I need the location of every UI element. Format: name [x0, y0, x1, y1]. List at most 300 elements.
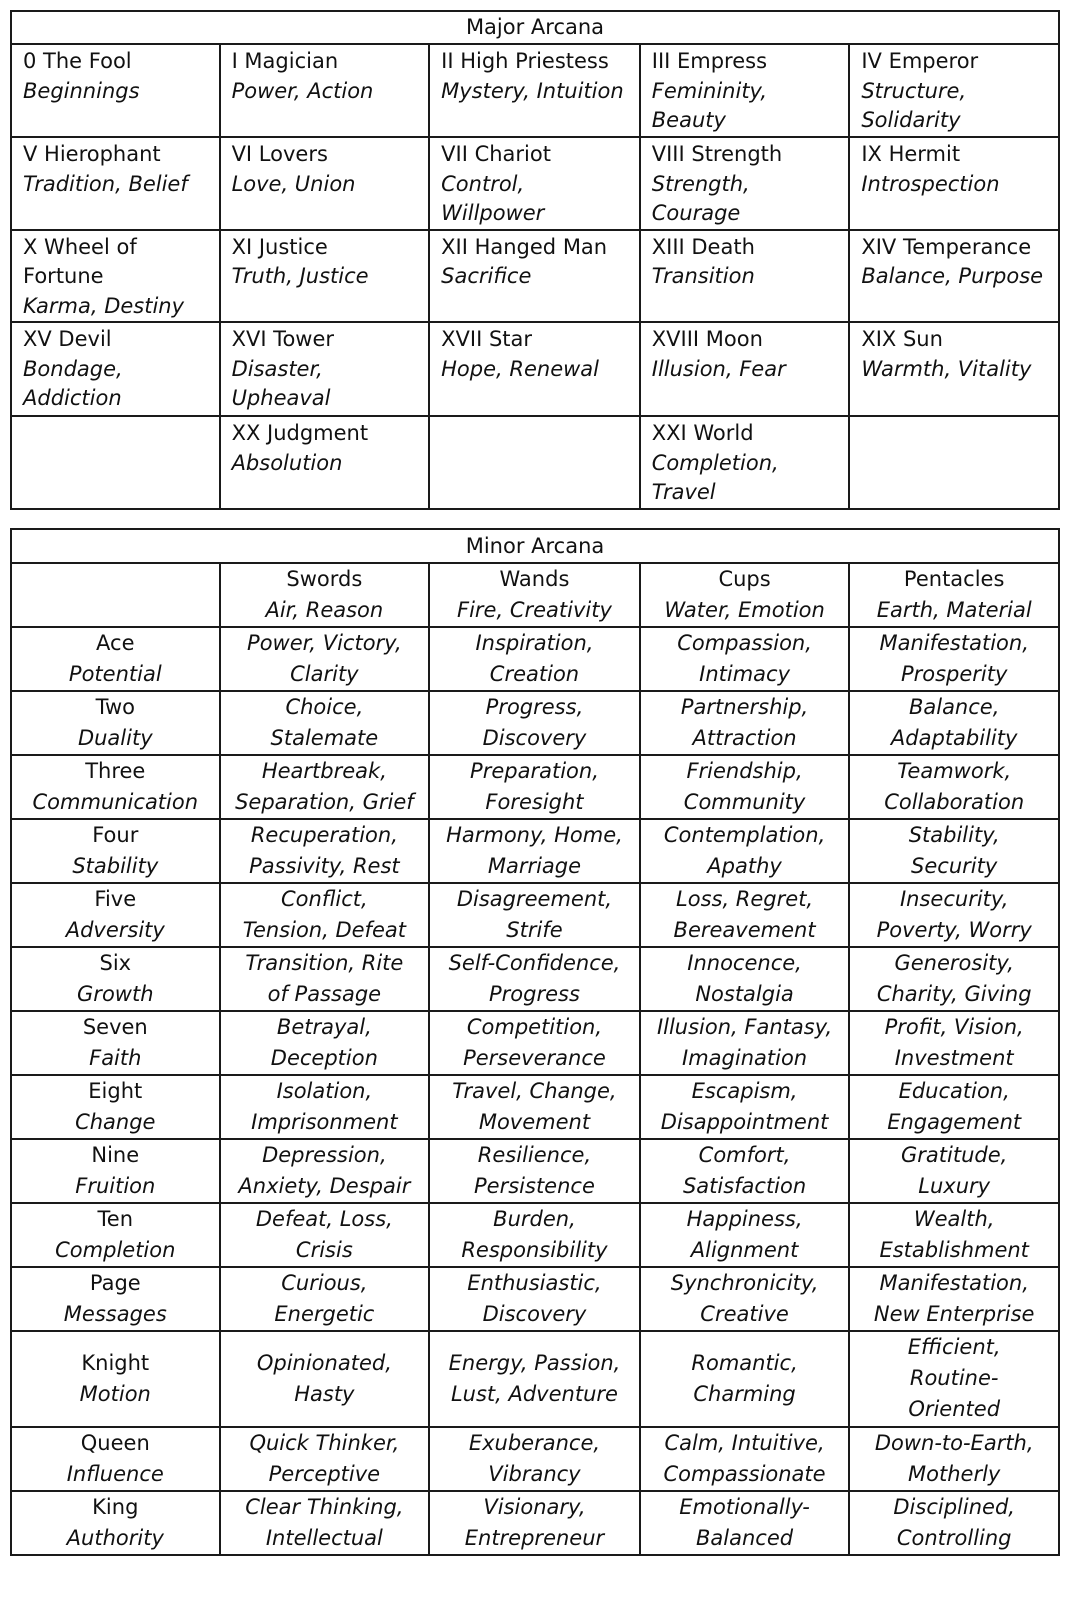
meaning-line: Contemplation, [663, 822, 826, 847]
rank-cell [11, 627, 220, 691]
rank-name: Four [92, 822, 139, 847]
meaning-line: Controlling [896, 1525, 1012, 1550]
minor-arcana-row [11, 1075, 1059, 1139]
meaning-line: Disagreement, [456, 886, 613, 911]
rank-name: Page [89, 1270, 141, 1295]
meaning-line: Wealth, [913, 1206, 995, 1231]
tarot-reference-document [10, 10, 1060, 1556]
card-name: XVI Tower [231, 327, 335, 351]
card-name: II High Priestess [441, 49, 609, 73]
meaning-line: Satisfaction [682, 1173, 807, 1198]
card-name: VII Chariot [441, 142, 551, 166]
card-meaning: Structure, Solidarity [861, 78, 967, 132]
minor-arcana-row [11, 1267, 1059, 1331]
major-arcana-card-cell [640, 416, 850, 509]
card-name: XIII Death [651, 234, 755, 259]
minor-arcana-meaning-cell [849, 755, 1059, 819]
meaning-line: Hasty [294, 1381, 355, 1406]
card-name: IX Hermit [861, 142, 961, 166]
meaning-line: Intimacy [699, 661, 790, 686]
card-meaning: Beginnings [23, 78, 140, 103]
meaning-line: Down-to-Earth, [874, 1430, 1034, 1455]
suit-meaning: Water, Emotion [664, 597, 825, 622]
major-arcana-card-cell [849, 416, 1059, 509]
major-arcana-row [11, 137, 1059, 230]
minor-arcana-title: Minor Arcana [11, 529, 1059, 563]
meaning-line: Creation [489, 661, 580, 686]
minor-arcana-meaning-cell [640, 627, 850, 691]
minor-arcana-meaning-cell [220, 1491, 430, 1555]
meaning-line: Separation, Grief [235, 789, 414, 814]
minor-arcana-meaning-cell [220, 755, 430, 819]
minor-arcana-table [10, 528, 1060, 1556]
suit-name: Swords [286, 566, 363, 591]
minor-arcana-meaning-cell [429, 1139, 640, 1203]
minor-arcana-row [11, 627, 1059, 691]
suit-name: Wands [499, 566, 570, 591]
rank-meaning: Adversity [65, 917, 165, 942]
major-arcana-card-cell [849, 44, 1059, 137]
major-arcana-card-cell [640, 137, 850, 230]
card-meaning: Love, Union [231, 171, 356, 196]
minor-arcana-meaning-cell [429, 819, 640, 883]
meaning-line: Perceptive [268, 1461, 381, 1486]
rank-meaning: Authority [66, 1525, 164, 1550]
minor-arcana-meaning-cell [849, 1427, 1059, 1491]
meaning-line: Bereavement [673, 917, 816, 942]
suit-header-wands [429, 563, 640, 627]
minor-arcana-meaning-cell [220, 1331, 430, 1427]
major-arcana-card-cell [849, 322, 1059, 416]
meaning-line: Foresight [485, 789, 584, 814]
card-meaning: Warmth, Vitality [861, 356, 1032, 381]
minor-arcana-meaning-cell [429, 1075, 640, 1139]
suit-meaning: Air, Reason [265, 597, 384, 622]
meaning-line: Routine- [909, 1366, 999, 1390]
card-meaning: Femininity, Beauty [651, 78, 768, 132]
rank-meaning: Potential [68, 661, 162, 686]
meaning-line: Poverty, Worry [876, 917, 1032, 942]
meaning-line: Manifestation, [879, 1270, 1029, 1295]
card-name: VIII Strength [651, 142, 783, 166]
minor-arcana-meaning-cell [640, 1267, 850, 1331]
minor-arcana-row [11, 1427, 1059, 1491]
meaning-line: Clarity [290, 661, 359, 686]
major-arcana-card-cell [220, 416, 430, 509]
meaning-line: Manifestation, [879, 630, 1029, 655]
meaning-line: Emotionally- [679, 1494, 810, 1519]
minor-arcana-row [11, 819, 1059, 883]
meaning-line: Anxiety, Despair [238, 1173, 411, 1198]
meaning-line: Balance, [908, 694, 1000, 719]
meaning-line: Visionary, [483, 1494, 586, 1519]
major-arcana-card-cell [11, 44, 220, 137]
card-meaning: Strength, Courage [651, 171, 750, 225]
major-arcana-card-cell [849, 137, 1059, 230]
meaning-line: Passivity, Rest [249, 853, 400, 878]
meaning-line: Movement [478, 1109, 591, 1134]
meaning-line: Imprisonment [251, 1109, 398, 1134]
minor-arcana-meaning-cell [429, 1427, 640, 1491]
minor-arcana-row [11, 883, 1059, 947]
major-arcana-card-cell [429, 416, 640, 509]
minor-arcana-meaning-cell [640, 947, 850, 1011]
meaning-line: Harmony, Home, [446, 822, 623, 847]
minor-arcana-row [11, 1331, 1059, 1427]
minor-arcana-row [11, 1203, 1059, 1267]
major-arcana-row [11, 44, 1059, 137]
major-arcana-card-cell [11, 137, 220, 230]
rank-cell [11, 1427, 220, 1491]
minor-arcana-meaning-cell [640, 1427, 850, 1491]
minor-arcana-meaning-cell [640, 755, 850, 819]
minor-arcana-meaning-cell [849, 627, 1059, 691]
rank-meaning: Messages [63, 1301, 167, 1326]
card-name: X Wheel of Fortune [23, 234, 137, 288]
minor-arcana-meaning-cell [640, 1075, 850, 1139]
meaning-line: Progress [489, 981, 580, 1006]
meaning-line: Escapism, [691, 1078, 798, 1103]
suit-header-pentacles [849, 563, 1059, 627]
minor-arcana-meaning-cell [640, 1203, 850, 1267]
meaning-line: Community [683, 789, 806, 814]
card-name: XVIII Moon [651, 327, 763, 351]
card-name: 0 The Fool [23, 49, 132, 73]
meaning-line: Curious, [281, 1270, 368, 1295]
rank-meaning: Growth [77, 981, 154, 1006]
major-arcana-card-cell [220, 137, 430, 230]
minor-arcana-meaning-cell [849, 1491, 1059, 1555]
meaning-line: Insecurity, [899, 886, 1009, 911]
meaning-line: Power, Victory, [247, 630, 402, 655]
rank-cell [11, 1139, 220, 1203]
meaning-line: Burden, [493, 1206, 576, 1231]
meaning-line: Stalemate [270, 725, 379, 750]
meaning-line: Intellectual [265, 1525, 383, 1550]
meaning-line: Entrepreneur [464, 1525, 605, 1550]
meaning-line: Compassion, [677, 630, 812, 655]
minor-arcana-meaning-cell [429, 755, 640, 819]
meaning-line: Efficient, [907, 1335, 1001, 1359]
rank-name: Five [94, 886, 137, 911]
card-meaning: Introspection [861, 171, 1000, 196]
card-name: XX Judgment [231, 421, 369, 445]
meaning-line: Self-Confidence, [448, 950, 621, 975]
minor-arcana-meaning-cell [220, 1203, 430, 1267]
card-name: III Empress [651, 49, 768, 73]
major-arcana-body [11, 44, 1059, 509]
meaning-line: Adaptability [890, 725, 1018, 750]
meaning-line: Exuberance, [468, 1430, 601, 1455]
minor-arcana-meaning-cell [220, 1427, 430, 1491]
card-name: XIX Sun [861, 327, 943, 351]
rank-meaning: Influence [66, 1461, 164, 1486]
rank-name: Eight [88, 1078, 143, 1103]
suit-header-cups [640, 563, 850, 627]
meaning-line: Apathy [707, 853, 782, 878]
meaning-line: Competition, [466, 1014, 603, 1039]
meaning-line: Loss, Regret, [676, 886, 814, 911]
meaning-line: Recuperation, [250, 822, 398, 847]
rank-meaning: Motion [79, 1381, 151, 1406]
rank-name: King [92, 1494, 139, 1519]
minor-arcana-meaning-cell [220, 1139, 430, 1203]
meaning-line: Attraction [692, 725, 797, 750]
rank-meaning: Fruition [75, 1173, 156, 1198]
meaning-line: Energy, Passion, [448, 1350, 621, 1375]
rank-meaning: Completion [55, 1237, 176, 1262]
card-meaning: Illusion, Fear [651, 356, 786, 381]
meaning-line: Security [911, 853, 998, 878]
meaning-line: Progress, [485, 694, 584, 719]
card-meaning: Balance, Purpose [861, 264, 1044, 288]
suit-name: Cups [718, 566, 771, 591]
minor-arcana-meaning-cell [429, 1491, 640, 1555]
meaning-line: Calm, Intuitive, [664, 1430, 825, 1455]
minor-arcana-meaning-cell [220, 947, 430, 1011]
card-name: XXI World [651, 421, 754, 445]
rank-name: Nine [91, 1142, 140, 1167]
major-arcana-card-cell [429, 44, 640, 137]
major-arcana-card-cell [640, 44, 850, 137]
minor-arcana-meaning-cell [429, 883, 640, 947]
major-arcana-card-cell [220, 230, 430, 323]
major-arcana-row [11, 230, 1059, 323]
minor-arcana-meaning-cell [640, 1491, 850, 1555]
rank-cell [11, 691, 220, 755]
minor-arcana-meaning-cell [429, 691, 640, 755]
meaning-line: Quick Thinker, [249, 1430, 400, 1455]
rank-name: Ten [97, 1206, 134, 1231]
major-arcana-row [11, 416, 1059, 509]
meaning-line: Profit, Vision, [884, 1014, 1024, 1039]
meaning-line: Motherly [908, 1461, 1001, 1486]
rank-cell [11, 1267, 220, 1331]
major-arcana-card-cell [640, 322, 850, 416]
meaning-line: Happiness, [686, 1206, 803, 1231]
meaning-line: Disappointment [660, 1109, 829, 1134]
minor-arcana-meaning-cell [429, 627, 640, 691]
card-meaning: Power, Action [231, 78, 374, 103]
minor-arcana-meaning-cell [220, 1267, 430, 1331]
meaning-line: Crisis [295, 1237, 353, 1262]
major-arcana-card-cell [429, 137, 640, 230]
suit-header-swords [220, 563, 430, 627]
meaning-line: Imagination [682, 1045, 808, 1070]
meaning-line: Persistence [474, 1173, 595, 1198]
rank-name: Knight [81, 1350, 150, 1375]
rank-cell [11, 819, 220, 883]
minor-arcana-meaning-cell [640, 1139, 850, 1203]
card-name: XII Hanged Man [441, 234, 608, 259]
rank-meaning: Communication [32, 789, 199, 814]
rank-meaning: Change [75, 1109, 156, 1134]
minor-arcana-row [11, 1491, 1059, 1555]
card-meaning: Mystery, Intuition [441, 78, 624, 103]
meaning-line: Education, [898, 1078, 1010, 1103]
meaning-line: Prosperity [900, 661, 1008, 686]
card-name: XIV Temperance [861, 234, 1032, 259]
minor-arcana-row [11, 691, 1059, 755]
major-arcana-card-cell [220, 322, 430, 416]
rank-cell [11, 1331, 220, 1427]
suit-name: Pentacles [903, 566, 1005, 591]
meaning-line: Tension, Defeat [242, 917, 406, 942]
card-name: VI Lovers [231, 142, 328, 166]
major-arcana-card-cell [220, 44, 430, 137]
meaning-line: Perseverance [463, 1045, 606, 1070]
meaning-line: Gratitude, [901, 1142, 1008, 1167]
minor-arcana-row [11, 1011, 1059, 1075]
meaning-line: Compassionate [663, 1461, 826, 1486]
major-arcana-row [11, 322, 1059, 416]
meaning-line: Energetic [274, 1301, 375, 1326]
minor-arcana-row [11, 947, 1059, 1011]
meaning-line: Discovery [482, 1301, 587, 1326]
rank-cell [11, 1011, 220, 1075]
rank-name: Queen [80, 1430, 150, 1455]
card-name: V Hierophant [23, 142, 161, 166]
minor-arcana-meaning-cell [429, 1267, 640, 1331]
card-meaning: Sacrifice [441, 264, 532, 288]
rank-name: Two [95, 694, 135, 719]
meaning-line: Defeat, Loss, [255, 1206, 393, 1231]
major-arcana-card-cell [429, 322, 640, 416]
rank-meaning: Stability [72, 853, 159, 878]
card-meaning: Control, Willpower [441, 171, 545, 225]
meaning-line: Teamwork, [897, 758, 1012, 783]
minor-arcana-meaning-cell [640, 691, 850, 755]
meaning-line: Partnership, [680, 694, 809, 719]
card-meaning: Absolution [231, 450, 343, 475]
meaning-line: Charming [693, 1381, 796, 1406]
meaning-line: Vibrancy [488, 1461, 581, 1486]
table-gap [10, 510, 1060, 528]
minor-arcana-meaning-cell [849, 1331, 1059, 1427]
meaning-line: Heartbreak, [261, 758, 387, 783]
card-meaning: Disaster, Upheaval [231, 356, 331, 410]
meaning-line: Deception [270, 1045, 378, 1070]
meaning-line: Enthusiastic, [467, 1270, 602, 1295]
meaning-line: Establishment [879, 1237, 1029, 1262]
rank-meaning: Faith [89, 1045, 142, 1070]
rank-cell [11, 1203, 220, 1267]
meaning-line: Opinionated, [256, 1350, 392, 1375]
minor-arcana-meaning-cell [220, 1075, 430, 1139]
rank-name: Six [99, 950, 132, 975]
card-meaning: Hope, Renewal [441, 356, 599, 381]
meaning-line: Engagement [887, 1109, 1022, 1134]
major-arcana-card-cell [11, 322, 220, 416]
meaning-line: Preparation, [470, 758, 599, 783]
meaning-line: Discovery [482, 725, 587, 750]
rank-cell [11, 1491, 220, 1555]
meaning-line: Responsibility [461, 1237, 608, 1262]
minor-arcana-meaning-cell [849, 1203, 1059, 1267]
rank-cell [11, 755, 220, 819]
card-meaning: Tradition, Belief [23, 171, 188, 196]
minor-arcana-meaning-cell [429, 947, 640, 1011]
meaning-line: Creative [700, 1301, 789, 1326]
major-arcana-card-cell [640, 230, 850, 323]
major-arcana-table [10, 10, 1060, 510]
card-meaning: Karma, Destiny [23, 293, 185, 318]
major-arcana-card-cell [429, 230, 640, 323]
major-arcana-card-cell [11, 416, 220, 509]
meaning-line: Clear Thinking, [245, 1494, 404, 1519]
suit-header-blank [11, 563, 220, 627]
rank-cell [11, 1075, 220, 1139]
card-name: XVII Star [441, 327, 533, 351]
suit-meaning: Earth, Material [876, 597, 1032, 622]
meaning-line: Conflict, [281, 886, 368, 911]
major-arcana-card-cell [849, 230, 1059, 323]
meaning-line: Depression, [262, 1142, 387, 1167]
minor-arcana-meaning-cell [849, 691, 1059, 755]
minor-arcana-meaning-cell [220, 883, 430, 947]
meaning-line: Disciplined, [893, 1494, 1015, 1519]
minor-arcana-meaning-cell [429, 1011, 640, 1075]
rank-name: Three [85, 758, 146, 783]
minor-arcana-meaning-cell [220, 1011, 430, 1075]
major-arcana-card-cell [11, 230, 220, 323]
meaning-line: Lust, Adventure [450, 1381, 618, 1406]
meaning-line: Marriage [487, 853, 582, 878]
meaning-line: Inspiration, [475, 630, 594, 655]
rank-cell [11, 947, 220, 1011]
minor-arcana-meaning-cell [849, 1139, 1059, 1203]
meaning-line: New Enterprise [873, 1301, 1035, 1326]
minor-arcana-meaning-cell [640, 819, 850, 883]
suit-meaning: Fire, Creativity [457, 597, 612, 622]
meaning-line: Collaboration [884, 789, 1025, 814]
minor-arcana-meaning-cell [849, 819, 1059, 883]
card-meaning: Truth, Justice [231, 264, 369, 288]
minor-arcana-meaning-cell [640, 883, 850, 947]
minor-arcana-meaning-cell [220, 627, 430, 691]
meaning-line: Synchronicity, [670, 1270, 819, 1295]
meaning-line: Comfort, [698, 1142, 791, 1167]
minor-arcana-meaning-cell [640, 1331, 850, 1427]
minor-arcana-meaning-cell [640, 1011, 850, 1075]
minor-arcana-body [11, 627, 1059, 1555]
minor-arcana-meaning-cell [849, 1075, 1059, 1139]
minor-arcana-meaning-cell [849, 883, 1059, 947]
minor-arcana-meaning-cell [849, 947, 1059, 1011]
card-name: XV Devil [23, 327, 112, 351]
meaning-line: Resilience, [477, 1142, 592, 1167]
card-meaning: Completion, Travel [651, 450, 779, 504]
meaning-line: Travel, Change, [452, 1078, 617, 1103]
meaning-line: Romantic, [691, 1350, 798, 1375]
meaning-line: Charity, Giving [876, 981, 1032, 1006]
meaning-line: Illusion, Fantasy, [656, 1014, 833, 1039]
meaning-line: Alignment [690, 1237, 799, 1262]
rank-name: Ace [96, 630, 135, 655]
card-name: I Magician [231, 49, 339, 73]
rank-name: Seven [82, 1014, 148, 1039]
card-meaning: Bondage, Addiction [23, 356, 123, 410]
meaning-line: Betrayal, [276, 1014, 372, 1039]
meaning-line: Stability, [908, 822, 1000, 847]
minor-arcana-row [11, 1139, 1059, 1203]
meaning-line: Friendship, [686, 758, 803, 783]
minor-arcana-meaning-cell [849, 1011, 1059, 1075]
meaning-line: Nostalgia [695, 981, 794, 1006]
minor-arcana-meaning-cell [220, 691, 430, 755]
minor-arcana-meaning-cell [429, 1203, 640, 1267]
meaning-line: Luxury [918, 1173, 991, 1198]
